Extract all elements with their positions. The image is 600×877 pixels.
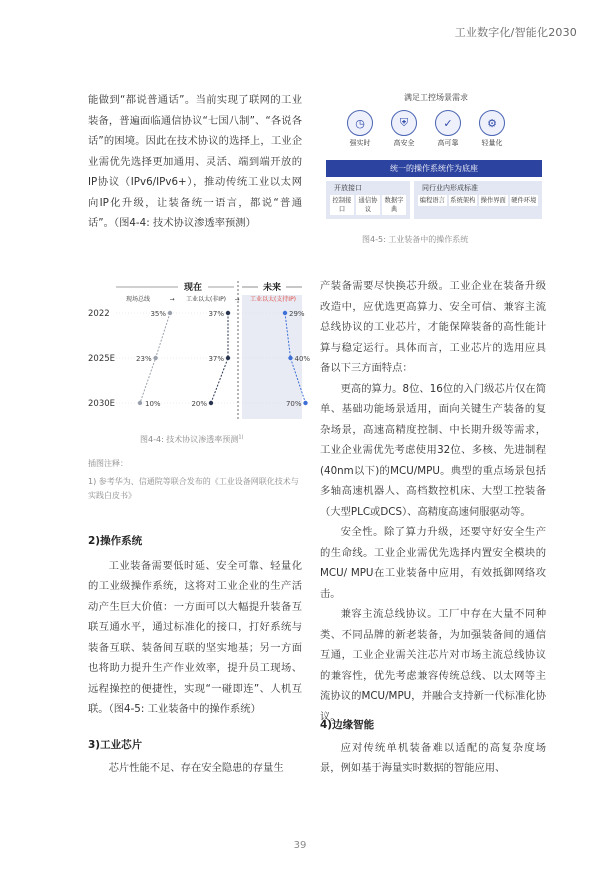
group-title: 开放接口: [334, 184, 362, 192]
data-point: [138, 401, 142, 405]
period-now-label: 现在: [183, 283, 203, 293]
chart-svg: [86, 275, 311, 421]
interface-cell: 通信协议: [356, 195, 380, 215]
data-label: 37%: [208, 310, 224, 318]
gear-icon: ⚙: [479, 110, 505, 136]
data-label: 20%: [191, 400, 207, 408]
interface-cell: 数据字典: [382, 195, 406, 215]
requirement-label: 高可靠: [437, 139, 459, 147]
data-point: [168, 311, 172, 315]
requirement-label: 高安全: [393, 139, 415, 147]
chip-paragraph-2: 更高的算力。8位、16位的入门级芯片仅在简单、基础功能场景适用，面向关键生产装备的复杂场景，高速高精度控制、中长期升级等需求，工业企业需优先考虑使用32位、多核、先进制程(40nm以下)的MCU/MPU。典型的重点场景包括多轴高速机器人、高档数控机床、大型工控装备（大型PLC或DCS）、高精度高速伺服驱动等。: [320, 382, 546, 518]
fig44-caption-sup: 1): [238, 434, 244, 441]
requirement-realtime: [342, 110, 378, 148]
standard-cell: 系统架构: [450, 197, 476, 204]
intro-paragraph: 能做到“都说普通话”。当前实现了联网的工业装备，普遍面临通信协议“七国八制”、“各说各话”的困境。因此在技术协议的选择上，工业企业需优先选择更加通用、灵活、端到端开放的IP协议（IPv6/IPv6+），推动传统工业以太网向IP化升级，让装备统一语言，都说“普通话”。（图4-4: 技术协议渗透率预测）: [88, 94, 302, 229]
data-point: [153, 356, 157, 360]
open-interface-group: [326, 181, 410, 219]
data-point: [288, 356, 292, 360]
os-diagram: [316, 88, 556, 226]
header-title: 工业数字化/智能化2030: [454, 26, 577, 39]
fig45-caption: 图4-5: 工业装备中的操作系统: [362, 235, 469, 244]
section-os: [88, 531, 302, 720]
section-os-body: 工业装备需要低时延、安全可靠、轻量化的工业级操作系统，这将对工业企业的生产活动产生巨大价值：一方面可以大幅提升装备互联互通水平，通过标准化的接口，打好系统与装备互联、装备间互联的坚实地基；另一方面也将助力提升生产作业效率，提升员工现场、远程操控的便捷性，实现“一碰即连”、人机互联。（图4-5: 工业装备中的操作系统）: [88, 559, 302, 715]
data-label: 40%: [294, 355, 311, 363]
notes-heading: 插图注释：: [88, 459, 128, 468]
data-label: 37%: [208, 355, 224, 363]
group-title: 同行业内形成标准: [422, 184, 478, 192]
interface-cell: 控制接口: [330, 195, 354, 215]
requirement-label: 强实时: [349, 139, 371, 147]
requirement-security: [386, 110, 422, 148]
data-label: 29%: [289, 310, 305, 318]
section-edge-body: 应对传统单机装备难以适配的高复杂度场景，例如基于海量实时数据的智能应用、: [320, 741, 546, 774]
year-label: 2030E: [88, 399, 116, 409]
year-label: 2025E: [88, 354, 116, 364]
section-chip-intro: 芯片性能不足、存在安全隐患的存量生: [108, 761, 284, 774]
left-intro: [88, 90, 302, 234]
protocol-penetration-chart: [86, 275, 311, 421]
clock-icon: ◷: [347, 110, 373, 136]
data-point: [303, 401, 307, 405]
data-point: [226, 356, 230, 360]
os-diagram-top-label: 满足工控场景需求: [404, 93, 468, 102]
check-icon: ✓: [435, 110, 461, 136]
data-label: 23%: [136, 355, 152, 363]
year-label: 2022: [88, 309, 110, 319]
stage-label-ip: 工业以太(支持IP): [249, 296, 297, 303]
requirement-reliability: [430, 110, 466, 148]
data-label: 10%: [145, 400, 161, 408]
requirement-lightweight: [474, 110, 510, 148]
industry-standard-group: [414, 181, 542, 219]
standard-cell: 硬件环境: [511, 197, 537, 204]
section-title-os: 2)操作系统: [88, 535, 143, 547]
section-edge: [320, 715, 546, 779]
chip-paragraph-4: 兼容主流总线协议。工厂中存在大量不同种类、不同品牌的新老装备，为加强装备间的通信互通，工业企业需关注芯片对市场主流总线协议的兼容性，优先考虑兼容传统总线、以太网等主流协议的MCU/MPU，并融合支持新一代标准化协议。: [320, 608, 546, 723]
requirement-label: 轻量化: [481, 139, 503, 147]
data-label: 70%: [285, 400, 302, 408]
fig44-caption-text: 图4-4: 技术协议渗透率预测: [140, 435, 239, 444]
section-chip: [88, 735, 302, 778]
chip-paragraph-1: 产装备需要尽快换芯升级。工业企业在装备升级改造中，应优选更高算力、安全可信、兼容主流总线协议的工业芯片，才能保障装备的高性能计算与稳定运行。具体而言，工业芯片的选用应具备以下三方面特点：: [320, 280, 546, 374]
stage-label: 工业以太(非IP): [185, 296, 227, 303]
data-label: 35%: [150, 310, 166, 318]
os-foundation-bar: 统一的操作系统作为底座: [326, 160, 542, 177]
section-title-edge: 4)边缘智能: [320, 719, 375, 731]
section-title-chip: 3)工业芯片: [88, 739, 143, 751]
chip-paragraph-3: 安全性。除了算力升级，还要守好安全生产的生命线。工业企业需优先选择内置安全模块的MCU/ MPU在工业装备中应用，有效抵御网络攻击。: [320, 526, 546, 600]
arrow-glyph: →: [234, 296, 240, 303]
stage-label: 现场总线: [125, 296, 151, 303]
data-point: [226, 311, 230, 315]
page-number: 39: [293, 840, 307, 851]
standard-cell: 操作界面: [480, 197, 506, 204]
figure-notes: [88, 457, 302, 503]
period-future-label: 未来: [262, 283, 282, 293]
notes-text: 1) 参考华为、信通院等联合发布的《工业设备网联化技术与实践白皮书》: [88, 477, 299, 500]
data-point: [209, 401, 213, 405]
fig44-caption: [140, 434, 243, 445]
shield-icon: ⛨: [391, 110, 417, 136]
right-column: [320, 276, 546, 727]
arrow-glyph: →: [169, 296, 175, 303]
data-point: [283, 311, 287, 315]
standard-cell: 编程语言: [419, 197, 445, 204]
